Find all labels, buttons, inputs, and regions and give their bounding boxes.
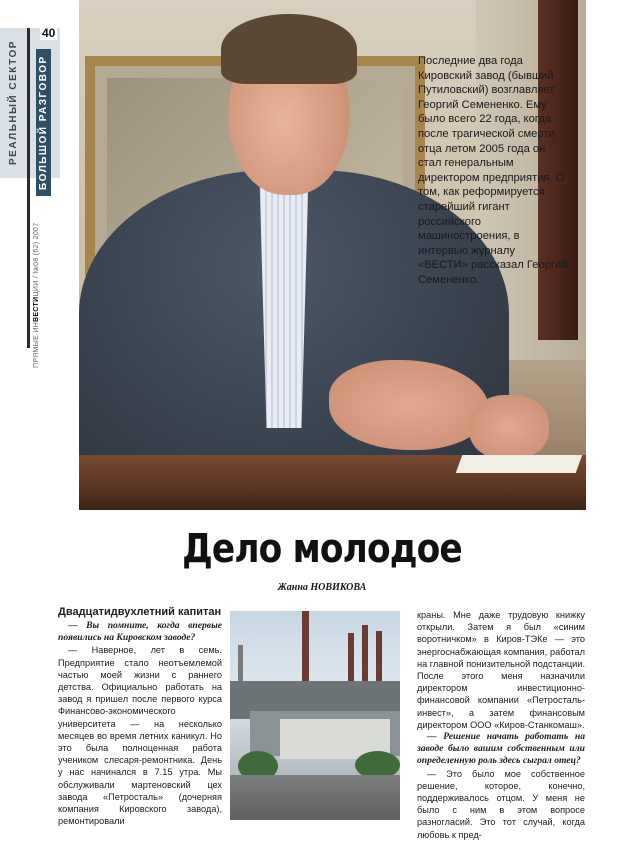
column-1: [58, 606, 222, 827]
photo-hair: [221, 14, 357, 84]
answer-2: — Это было мое собственное решение, которое, конечно, поддерживалось отцом. У меня не было с ним в этом вопросе разногласий. Это тот случай, когда любовь к пред-: [417, 768, 585, 840]
page-number: 40: [42, 26, 56, 40]
article-title: Дело молодое: [182, 526, 462, 572]
rubric-divider: [27, 28, 30, 348]
column-3: [417, 609, 585, 841]
rubric-subsection: БОЛЬШОЙ РАЗГОВОР: [36, 49, 51, 196]
article-author: Жанна НОВИКОВА: [277, 582, 367, 593]
factory-photo: [230, 611, 400, 820]
answer-1: — Наверное, лет в семь. Предприятие стало неотъемлемой частью моей жизни с раннего детства. Официально работать на завод я пришел после первого курса Финансово-экономического университета — на несколько месяцев во время летних каникул. Но это была полноценная работа учеником слесаря-ремонтника. День у нас начинался в 7.15 утра. Мы обслуживали мартеновский цех завода «Петросталь» (дочерняя компания Кировского завода), ремонтировали: [58, 645, 222, 827]
rubric-section: РЕАЛЬНЫЙ СЕКТОР: [8, 40, 19, 165]
factory-road: [230, 775, 400, 820]
factory-chimney: [238, 645, 243, 685]
question-2: — Решение начать работать на заводе было вашим собственным или определенную роль здесь сыграл отец?: [417, 731, 585, 767]
question-1: — Вы помните, когда впервые появились на Кировском заводе?: [58, 620, 222, 644]
article-subhead: Двадцатидвухлетний капитан: [58, 606, 222, 618]
issue-prefix: ПРЯМЫЕ ИН: [33, 321, 40, 368]
column-3-continuation: краны. Мне даже трудовую книжку открыли. Затем я был «синим воротничком» в Киров-ТЭКе — это энергоснабжающая компания, работал на главной понизительной подстанции. После этого меня назначили директором инвестиционно-финансовой компании «Петросталь-инвест», а затем финансовым директором ООО «Киров-Станкомаш».: [417, 610, 585, 730]
photo-papers: [456, 455, 583, 473]
factory-chimney: [362, 625, 368, 683]
issue-info: [33, 223, 40, 368]
intro-text: Последние два года Кировский завод (бывший Путиловский) возглавляет Георгий Семененко. Ему было всего 22 года, когда после трагической смерти отца летом 2005 года он стал генеральным директором предприятия. О том, как реформируется старейший гигант российского машиностроения, в интервью журналу «ВЕСТИ» рассказал Георгий Семененко.: [418, 55, 568, 286]
factory-chimney: [348, 633, 354, 683]
factory-chimney: [376, 631, 382, 683]
photo-hand-right: [469, 395, 549, 460]
factory-chimney: [302, 611, 309, 681]
issue-brand: ВЕСТИ: [33, 296, 40, 322]
issue-suffix: ЦИИ / №08 (62) 2007: [33, 222, 40, 297]
